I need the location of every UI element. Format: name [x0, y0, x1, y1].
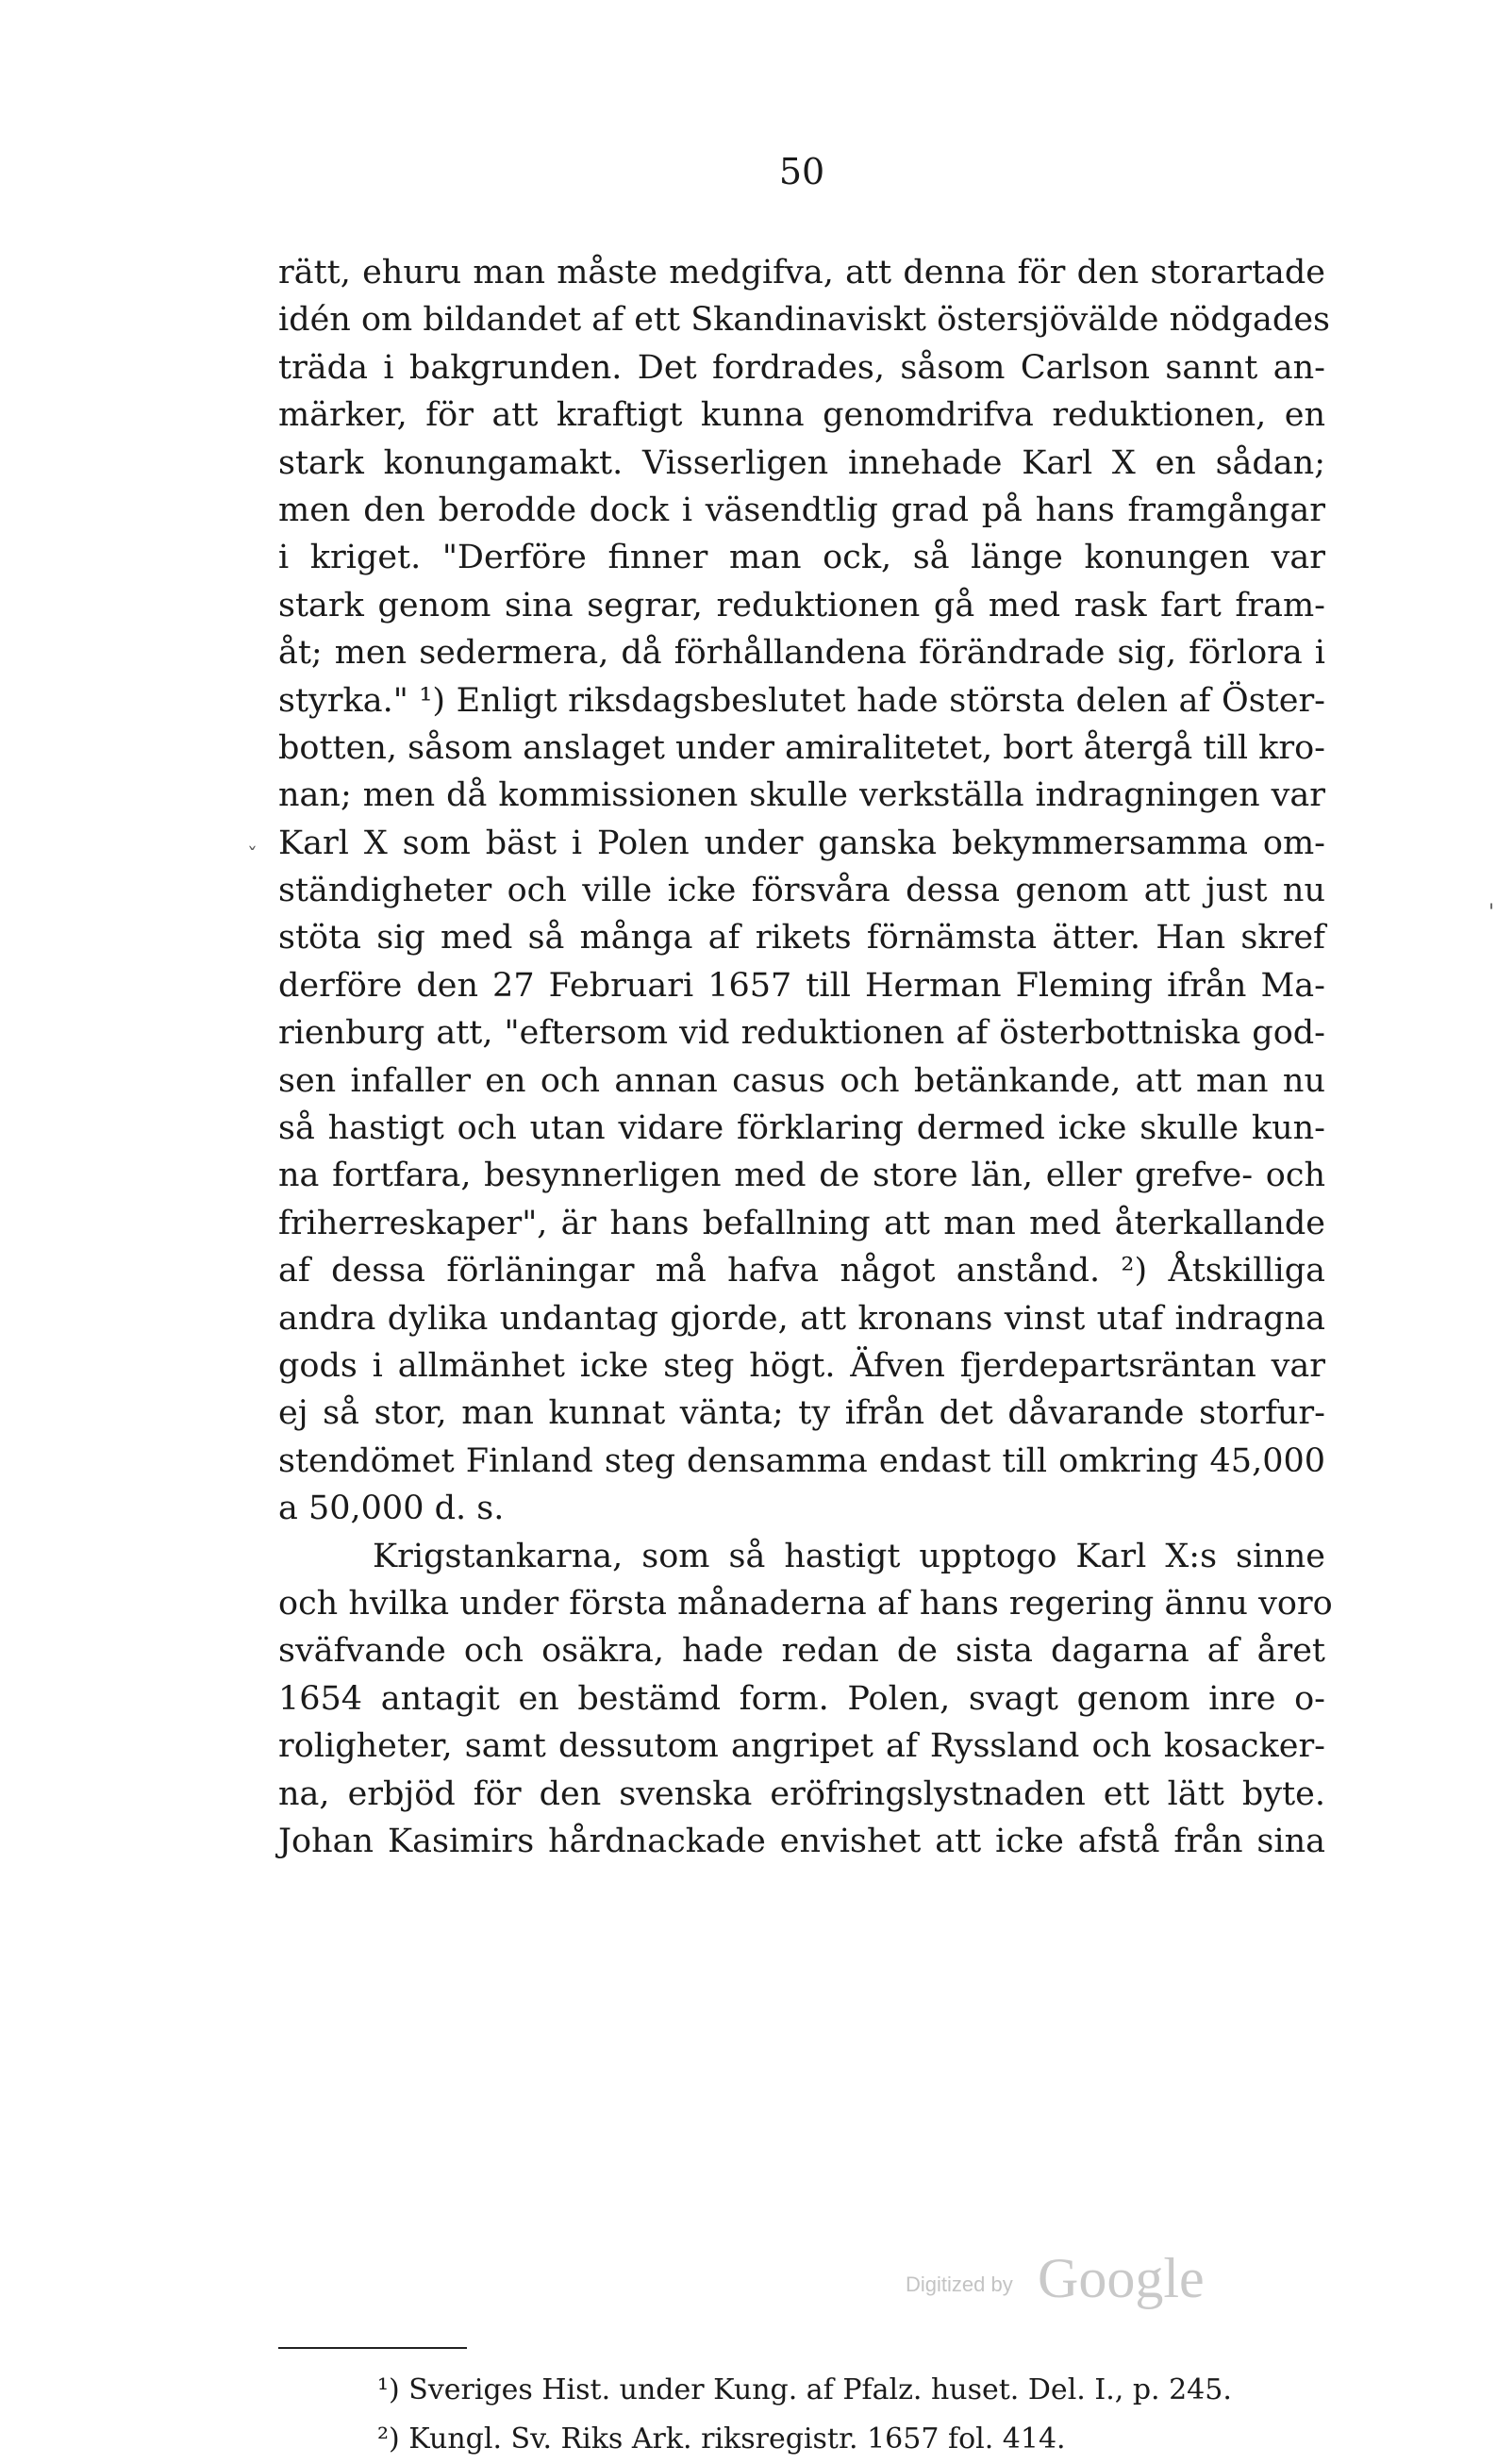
text-line: a 50,000 d. s.	[278, 1490, 505, 1528]
footnotes	[377, 2366, 1232, 2464]
text-line: Krigstankarna, som så hastigt upptogo Karl X:s sinne	[373, 1537, 1325, 1575]
footnote-text: Kungl. Sv. Riks Ark. riksregistr. 1657 fol. 414.	[408, 2422, 1066, 2456]
text-line: stendömet Finland steg densamma endast till omkring 45,000	[278, 1441, 1325, 1480]
footnote-divider	[278, 2347, 467, 2349]
text-line: märker, för att kraftigt kunna genomdrifva reduktionen, en	[278, 396, 1325, 435]
footnote-mark: ²)	[377, 2422, 400, 2456]
text-line: Karl X som bäst i Polen under ganska bekymmersamma om-	[278, 824, 1325, 862]
text-line: men den berodde dock i väsendtlig grad på hans framgångar	[278, 491, 1325, 529]
text-line: åt; men sedermera, då förhållandena förändrade sig, förlora i	[278, 634, 1325, 673]
footnote-1	[377, 2366, 1232, 2415]
text-line: så hastigt och utan vidare förklaring dermed icke skulle kun-	[278, 1109, 1325, 1148]
text-line: botten, såsom anslaget under amiralitetet, bort återgå till kro-	[278, 728, 1325, 767]
text-line: nan; men då kommissionen skulle verkställa indragningen var	[278, 776, 1325, 815]
text-line: na fortfara, besynnerligen med de store län, eller grefve- och	[278, 1157, 1325, 1195]
text-line: ej så stor, man kunnat vänta; ty ifrån det dåvarande storfur-	[278, 1394, 1325, 1433]
text-line: na, erbjöd för den svenska eröfringslystnaden ett lätt byte.	[278, 1774, 1325, 1813]
page-number: 50	[778, 151, 825, 192]
margin-mark-left: ˇ	[247, 845, 258, 869]
text-line: sväfvande och osäkra, hade redan de sista dagarna af året	[278, 1632, 1325, 1671]
text-line: stöta sig med så många af rikets förnämsta ätter. Han skref	[278, 919, 1325, 957]
text-line: i kriget. "Derföre finner man ock, så länge konungen var	[278, 539, 1325, 577]
body-text	[278, 249, 1333, 1865]
text-line: idén om bildandet af ett Skandinaviskt östersjövälde nödgades	[278, 301, 1330, 340]
text-line: stark genom sina segrar, reduktionen gå med rask fart fram-	[278, 586, 1325, 624]
text-line: roligheter, samt dessutom angripet af Ryssland och kosacker-	[278, 1727, 1325, 1766]
margin-mark-right: '	[1489, 901, 1495, 924]
text-line: friherreskaper", är hans befallning att man med återkallande	[278, 1204, 1325, 1242]
watermark-prefix: Digitized by	[906, 2273, 1013, 2296]
footnote-mark: ¹)	[377, 2373, 400, 2406]
text-line: andra dylika undantag gjorde, att kronans vinst utaf indragna	[278, 1299, 1325, 1338]
text-line: af dessa förläningar må hafva något anstånd. ²) Åtskilliga	[278, 1252, 1325, 1290]
text-line: ständigheter och ville icke försvåra dessa genom att just nu	[278, 872, 1325, 910]
text-line: gods i allmänhet icke steg högt. Äfven fjerdepartsräntan var	[278, 1346, 1325, 1385]
footnote-text: Sveriges Hist. under Kung. af Pfalz. huset. Del. I., p. 245.	[408, 2373, 1232, 2406]
footnote-2	[377, 2415, 1232, 2464]
text-line: rätt, ehuru man måste medgifva, att denna för den storartade	[278, 254, 1325, 291]
text-line: rienburg att, "eftersom vid reduktionen af österbottniska god-	[278, 1014, 1325, 1053]
text-line: styrka." ¹) Enligt riksdagsbeslutet hade största delen af Öster-	[278, 681, 1325, 720]
text-line: 1654 antagit en bestämd form. Polen, svagt genom inre o-	[278, 1679, 1325, 1718]
text-line: träda i bakgrunden. Det fordrades, såsom Carlson sannt an-	[278, 348, 1325, 387]
text-line: derföre den 27 Februari 1657 till Herman Fleming ifrån Ma-	[278, 966, 1325, 1005]
text-line: Johan Kasimirs hårdnackade envishet att icke afstå från sina	[278, 1822, 1325, 1860]
google-logo: Google	[1038, 2247, 1205, 2309]
text-line: stark konungamakt. Visserligen innehade Karl X en sådan;	[278, 443, 1325, 482]
text-line: sen infaller en och annan casus och betänkande, att man nu	[278, 1061, 1325, 1100]
text-line: och hvilka under första månaderna af hans regering ännu voro	[278, 1584, 1333, 1623]
